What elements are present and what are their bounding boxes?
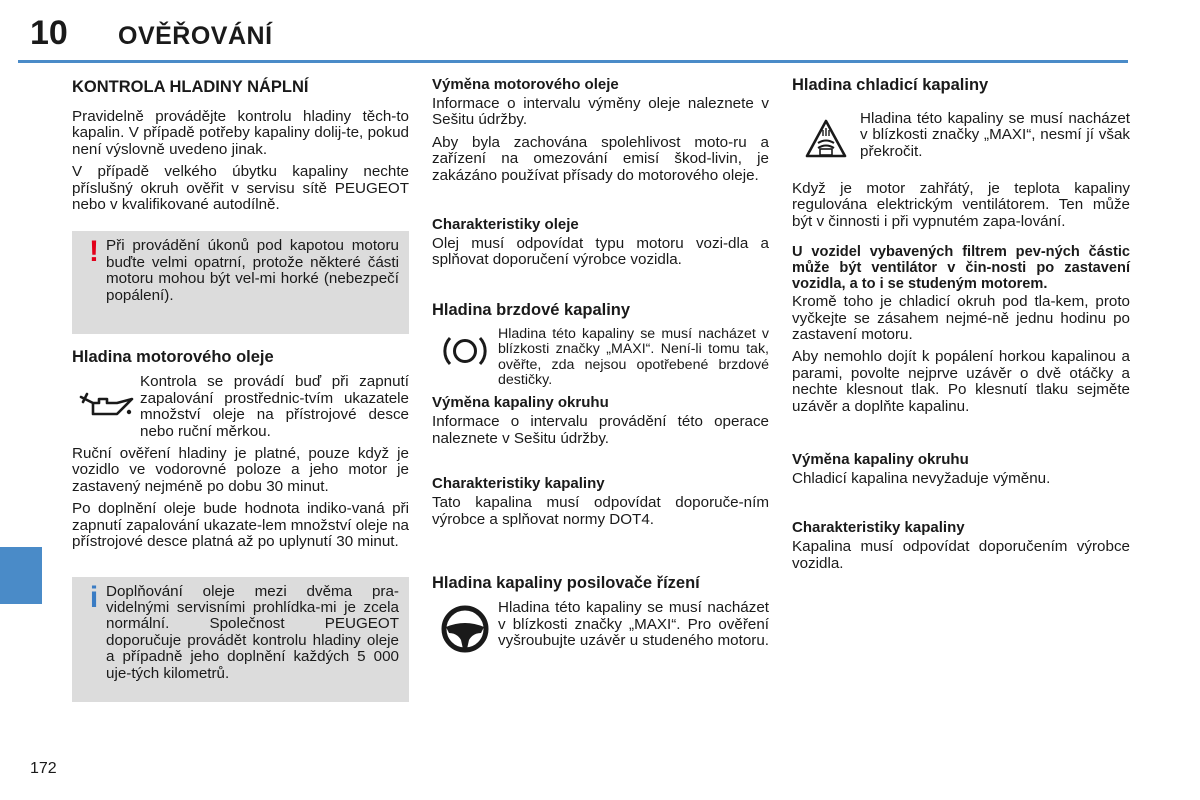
heading-engine-oil-level: Hladina motorového oleje [72, 348, 274, 367]
brake-warning-icon [432, 327, 498, 375]
chapter-title: OVĚŘOVÁNÍ [118, 22, 273, 50]
warning-exclamation-icon: ! [89, 235, 99, 269]
oil-can-icon [72, 374, 140, 434]
heading-coolant-change: Výměna kapaliny okruhu [792, 451, 969, 469]
heading-brake-fluid-level: Hladina brzdové kapaliny [432, 300, 631, 319]
chapter-side-tab [0, 547, 42, 604]
paragraph-coolant-fan: Když je motor zahřátý, je teplota kapaliny regulována elektrickým ventilátorem. Ten může být v činnosti i při vypnutém zapa-lování. [792, 180, 1130, 230]
steering-level-text: Hladina této kapaliny se musí nacházet v blízkosti značky „MAXI“. Pro ověření vyšroubujte uzávěr u studeného motoru. [498, 599, 770, 649]
coolant-hazard-icon [792, 111, 860, 167]
paragraph-coolant-pressure: Kromě toho je chladicí okruh pod tla-kem, proto vyčkejte se zásahem nejmé-ně jednu hodinu po zastavení motoru. [792, 293, 1130, 344]
paragraph-coolant-spec: Kapalina musí odpovídat doporučením výrobce vozidla. [792, 538, 1130, 572]
oil-level-check-text: Kontrola se provádí buď při zapnutí zapalování prostřednic-tvím ukazatele množství oleje na přístrojové desce nebo ruční měrkou. [140, 373, 409, 440]
paragraph-oil-spec: Olej musí odpovídat typu motoru vozi-dla a splňovat doporučení výrobce vozidla. [432, 235, 769, 269]
paragraph-brake-spec: Tato kapalina musí odpovídat doporuče-ním výrobce a splňovat normy DOT4. [432, 494, 769, 528]
steering-wheel-icon [432, 600, 498, 658]
paragraph-oil-change-interval: Informace o intervalu výměny oleje naleznete v Sešitu údržby. [432, 95, 769, 129]
brake-level-text: Hladina této kapaliny se musí nacházet v blízkosti značky „MAXI“. Není-li tomu tak, ověřte, zda nejsou opotřebené brzdové destičky. [498, 325, 769, 389]
column-left [72, 76, 409, 702]
paragraph-manual-check: Ruční ověření hladiny je platné, pouze když je vozidlo ve vodorovné poloze a jeho motor je zastavený nejméně po dobu 30 minut. [72, 445, 409, 495]
paragraph-coolant-change: Chladicí kapalina nevyžaduje výměnu. [792, 470, 1051, 488]
coolant-level-text: Hladina této kapaliny se musí nacházet v blízkosti značky „MAXI“, nesmí jí však překročit. [860, 110, 1130, 160]
heading-oil-spec: Charakteristiky oleje [432, 216, 579, 234]
paragraph-brake-change: Informace o intervalu provádění této operace naleznete v Sešitu údržby. [432, 413, 769, 447]
column-right [792, 76, 1130, 578]
info-i-icon: i [89, 580, 99, 614]
warning-box [72, 231, 409, 334]
paragraph-oil-additives: Aby byla zachována spolehlivost moto-ru a zařízení na omezování emisí škod-livin, je zakázáno používat přísady do motorového oleje. [432, 133, 769, 184]
header-rule [18, 60, 1128, 63]
heading-brake-fluid-change: Výměna kapaliny okruhu [432, 394, 609, 412]
paragraph-fluid-loss: V případě velkého úbytku kapaliny nechte příslušný okruh ověřit v servisu sítě PEUGEOT nebo v kvalifikované autodílně. [72, 163, 409, 214]
heading-coolant-spec: Charakteristiky kapaliny [792, 519, 965, 537]
page-number: 172 [30, 760, 57, 777]
section-heading-fluid-levels: KONTROLA HLADINY NÁPLNÍ [72, 78, 309, 96]
heading-coolant-level: Hladina chladicí kapaliny [792, 76, 989, 94]
paragraph-coolant-cap: Aby nemohlo dojít k popálení horkou kapalinou a parami, povolte nejprve uzávěr o dvě otáčky a nechte klesnout tlak. Po klesnutí tlaku sejměte uzávěr a doplňte kapalinu. [792, 348, 1130, 415]
steering-icon-row [432, 600, 769, 658]
info-text: Doplňování oleje mezi dvěma pra-videlnými servisními prohlídka-mi je zcela normální. Společnost PEUGEOT doporučuje provádět kontrolu hladiny oleje a případně jeho doplnění každých 5 000 uje-tých kilometrů. [106, 582, 399, 682]
heading-oil-change: Výměna motorového oleje [432, 76, 619, 93]
oil-level-icon-row [72, 374, 409, 440]
coolant-icon-row [792, 111, 1130, 167]
paragraph-particle-filter-warning: U vozidel vybavených filtrem pev-ných částic může být ventilátor v čin-nosti po zastavení vozidla, a to i se studeným motorem. [792, 244, 1130, 293]
info-box [72, 577, 409, 702]
column-middle [432, 76, 769, 664]
paragraph-after-topup: Po doplnění oleje bude hodnota indiko-vaná při zapnutí zapalování ukazate-lem množství oleje na přístrojové desce platná až po uplynutí 30 minut. [72, 500, 409, 551]
heading-power-steering-level: Hladina kapaliny posilovače řízení [432, 574, 700, 593]
warning-text: Při provádění úkonů pod kapotou motoru buďte velmi opatrní, protože některé části motoru mohou být vel-mi horké (nebezpečí popálení). [106, 237, 399, 304]
chapter-number: 10 [30, 14, 68, 52]
brake-icon-row [432, 327, 769, 389]
heading-brake-fluid-spec: Charakteristiky kapaliny [432, 475, 605, 493]
paragraph-intro: Pravidelně provádějte kontrolu hladiny těch-to kapalin. V případě potřeby kapaliny dolij-te, pokud není výslovně uvedeno jinak. [72, 108, 409, 158]
